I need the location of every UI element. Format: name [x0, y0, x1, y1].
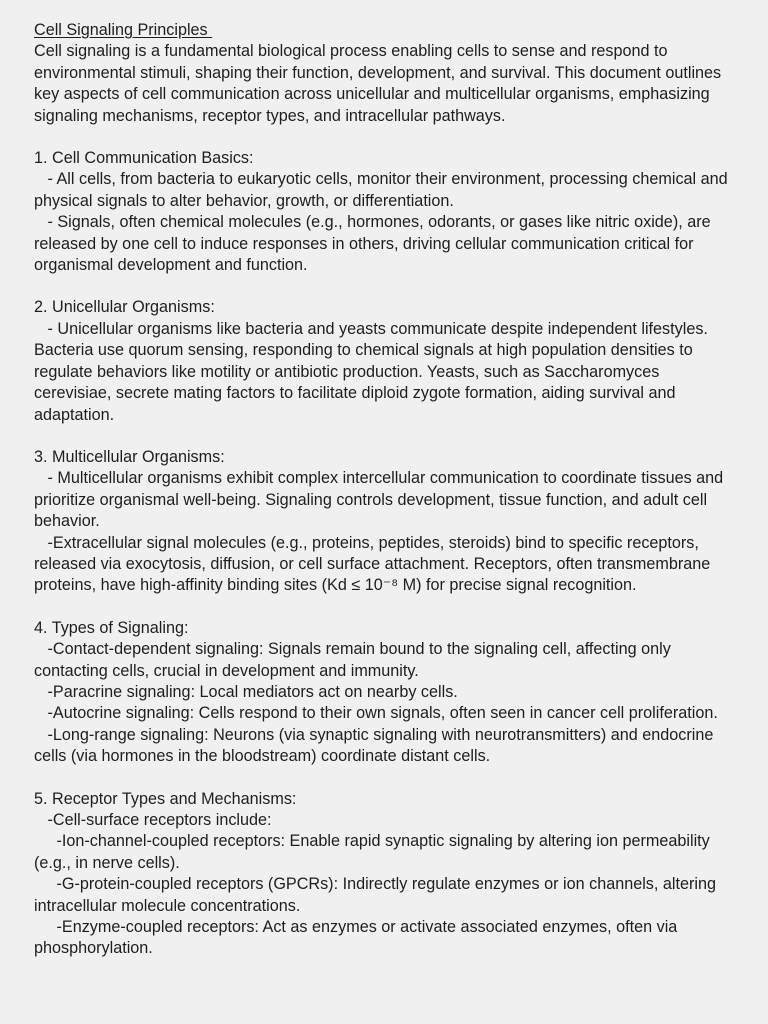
section-heading: 4. Types of Signaling:	[34, 618, 189, 637]
section-paragraph: - Multicellular organisms exhibit complex intercellular communication to coordinate tissues and prioritize organismal well-being. Signaling controls development, tissue function, and adult cell behavior.	[34, 469, 728, 531]
section-paragraph: - Unicellular organisms like bacteria and yeasts communicate despite independent lifestyles. Bacteria use quorum sensing, responding to chemical signals at high population densities to regulate behaviors like motility or antibiotic production. Yeasts, such as Saccharomyces cerevisiae, secrete mating factors to facilitate diploid zygote formation, aiding survival and adaptation.	[34, 319, 713, 424]
intro-paragraph: Cell signaling is a fundamental biological process enabling cells to sense and respond to environmental stimuli, shaping their function, development, and survival. This document outlines key aspects of cell communication across unicellular and multicellular organisms, emphasizing signaling mechanisms, receptor types, and intracellular pathways.	[34, 42, 726, 125]
section-heading: 1. Cell Communication Basics:	[34, 149, 254, 168]
section-unicellular-organisms	[34, 297, 734, 425]
section-paragraph: - Signals, often chemical molecules (e.g., hormones, odorants, or gases like nitric oxide), are released by one cell to induce responses in others, driving cellular communication critical for organismal development and function.	[34, 213, 716, 275]
section-heading: 2. Unicellular Organisms:	[34, 298, 215, 317]
document-title: Cell Signaling Principles	[34, 21, 213, 39]
section-paragraph: -Extracellular signal molecules (e.g., proteins, peptides, steroids) bind to specific receptors, released via exocytosis, diffusion, or cell surface attachment. Receptors, often transmembrane proteins, have high-affinity binding sites (Kd ≤ 10⁻⁸ M) for precise signal recognition.	[34, 533, 715, 595]
section-paragraph: -Enzyme-coupled receptors: Act as enzymes or activate associated enzymes, often via phosphorylation.	[34, 918, 682, 958]
section-heading: 3. Multicellular Organisms:	[34, 447, 225, 466]
section-paragraph: -Long-range signaling: Neurons (via synaptic signaling with neurotransmitters) and endocrine cells (via hormones in the bloodstream) coordinate distant cells.	[34, 725, 718, 766]
section-paragraph: - All cells, from bacteria to eukaryotic cells, monitor their environment, processing chemical and physical signals to alter behavior, growth, or differentiation.	[34, 170, 733, 210]
section-receptor-types	[34, 789, 734, 960]
section-types-of-signaling	[34, 618, 734, 768]
section-paragraph: -Ion-channel-coupled receptors: Enable rapid synaptic signaling by altering ion permeability (e.g., in nerve cells).	[34, 832, 715, 872]
section-paragraph: -Cell-surface receptors include:	[34, 811, 272, 829]
section-paragraph: -Paracrine signaling: Local mediators act on nearby cells.	[34, 682, 458, 701]
section-paragraph: -G-protein-coupled receptors (GPCRs): Indirectly regulate enzymes or ion channels, altering intracellular molecule concentrations.	[34, 875, 721, 915]
section-paragraph: -Autocrine signaling: Cells respond to their own signals, often seen in cancer cell proliferation.	[34, 704, 718, 723]
section-paragraph: -Contact-dependent signaling: Signals remain bound to the signaling cell, affecting only contacting cells, crucial in development and immunity.	[34, 640, 676, 680]
section-heading: 5. Receptor Types and Mechanisms:	[34, 789, 297, 808]
section-cell-communication-basics	[34, 148, 734, 276]
section-multicellular-organisms	[34, 447, 734, 597]
